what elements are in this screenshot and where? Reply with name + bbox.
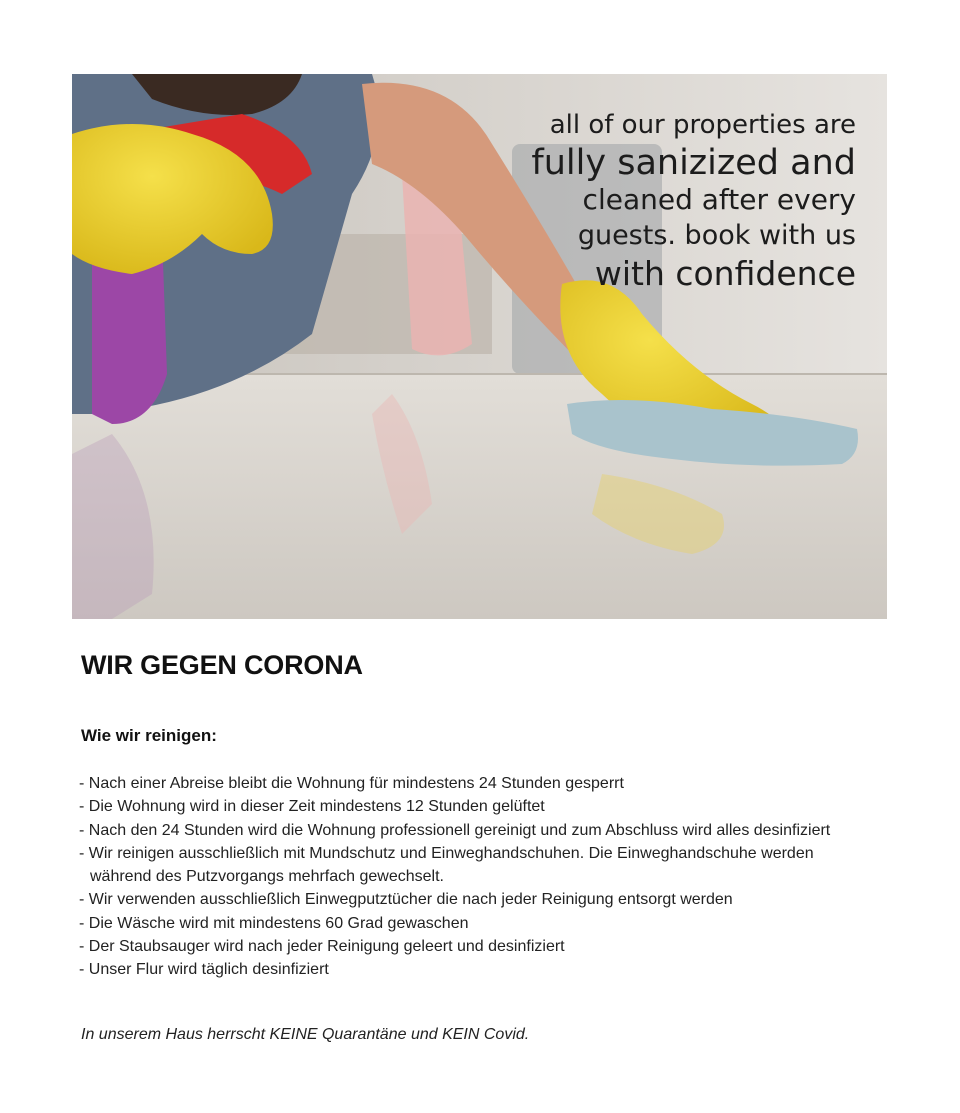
list-item: - Der Staubsauger wird nach jeder Reinigung geleert und desinfiziert <box>79 938 565 956</box>
hero-caption-line-1: all of our properties are <box>549 110 856 140</box>
closing-note: In unserem Haus herrscht KEINE Quarantäne und KEIN Covid. <box>81 1026 530 1043</box>
hero-caption-line-3: cleaned after every <box>582 183 856 216</box>
section-subheading: Wie wir reinigen: <box>81 726 217 745</box>
hero-caption-line-5: with confidence <box>594 254 856 293</box>
list-item: - Nach den 24 Stunden wird die Wohnung professionell gereinigt und zum Abschluss wird alles desinfiziert <box>79 821 831 839</box>
cleaning-measures-list <box>79 772 879 982</box>
list-item: - Die Wäsche wird mit mindestens 60 Grad gewaschen <box>79 914 469 932</box>
hero-caption-line-2: fully sanizized and <box>531 143 856 183</box>
page-heading: WIR GEGEN CORONA <box>81 650 363 680</box>
list-item: - Die Wohnung wird in dieser Zeit mindestens 12 Stunden gelüftet <box>79 798 545 816</box>
hero-image <box>72 74 887 619</box>
list-item: - Nach einer Abreise bleibt die Wohnung für mindestens 24 Stunden gesperrt <box>79 775 624 792</box>
list-item: - Wir verwenden ausschließlich Einwegputztücher die nach jeder Reinigung entsorgt werden <box>79 891 733 909</box>
list-item: - Wir reinigen ausschließlich mit Mundschutz und Einweghandschuhen. Die Einweghandschuhe werden während des Putzvorgangs mehrfach gewechselt. <box>79 844 814 886</box>
hero-caption <box>531 110 856 293</box>
list-item: - Unser Flur wird täglich desinfiziert <box>79 961 329 979</box>
hero-caption-line-4: guests. book with us <box>577 220 856 251</box>
